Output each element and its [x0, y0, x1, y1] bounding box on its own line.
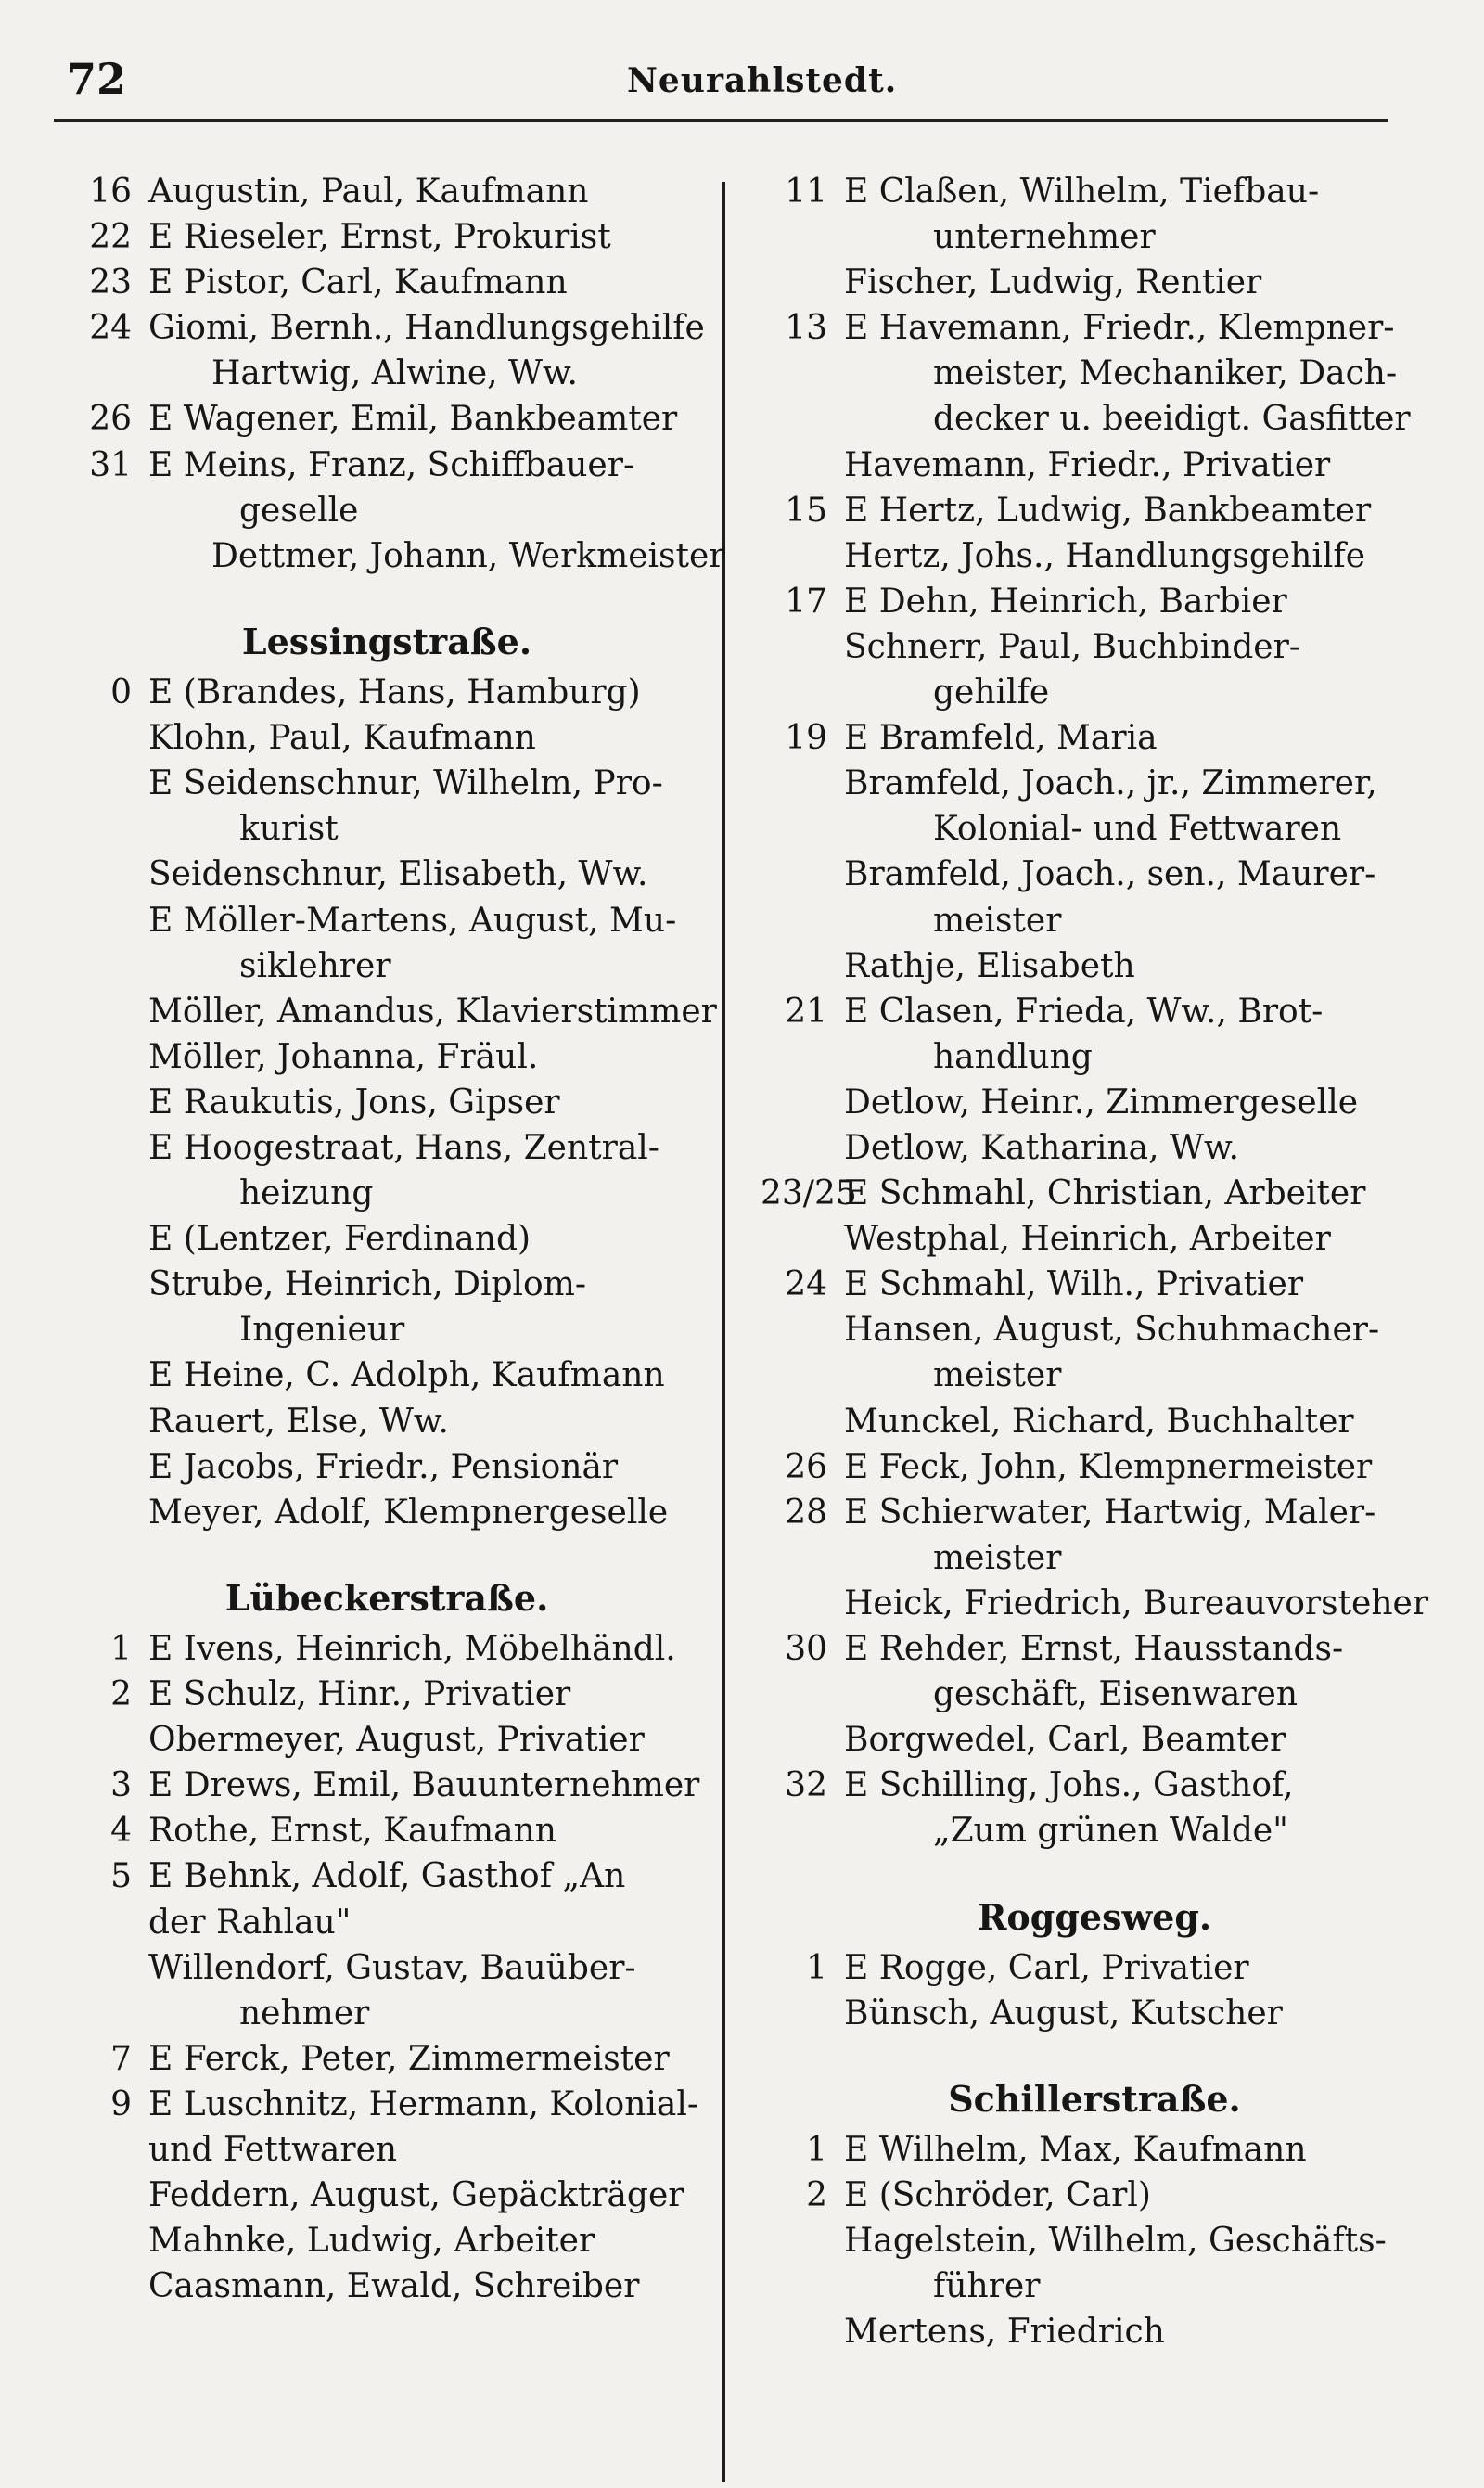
entry-text: Strube, Heinrich, Diplom-: [148, 1265, 587, 1304]
entry-text: Hertz, Johs., Handlungsgehilfe: [844, 536, 1366, 575]
entry-text: E (Lentzer, Ferdinand): [148, 1220, 531, 1259]
directory-entry: [67, 1216, 707, 1262]
entry-continuation: [67, 1171, 707, 1216]
entry-text: E Drews, Emil, Bauunternehmer: [148, 1766, 700, 1805]
entry-continuation: [761, 2264, 1428, 2309]
directory-entry: [761, 1717, 1428, 1763]
entry-text: E Schmahl, Christian, Arbeiter: [844, 1174, 1366, 1213]
entry-text: Seidenschnur, Elisabeth, Ww.: [148, 855, 648, 894]
entry-text: Mahnke, Ludwig, Arbeiter: [148, 2222, 595, 2261]
entry-text: E Clasen, Frieda, Ww., Brot-: [844, 992, 1324, 1031]
house-number: 26: [785, 1447, 827, 1486]
house-number: 17: [785, 582, 827, 621]
entry-text: E Bramfeld, Maria: [844, 719, 1158, 758]
entry-text: führer: [933, 2267, 1041, 2306]
entry-text: E Wilhelm, Max, Kaufmann: [844, 2131, 1307, 2170]
entry-text: Mertens, Friedrich: [844, 2313, 1165, 2352]
directory-entry: [67, 1626, 707, 1672]
house-number: 1: [806, 1948, 827, 1987]
directory-entry: [67, 351, 707, 396]
directory-entry: [67, 1900, 707, 1945]
house-number: 31: [89, 445, 132, 484]
directory-entry: [67, 1262, 707, 1307]
entry-text: siklehrer: [239, 946, 391, 985]
directory-entry: [761, 2127, 1428, 2173]
entry-text: E Möller-Martens, August, Mu-: [148, 901, 677, 940]
entry-text: E Wagener, Emil, Bankbeamter: [148, 400, 678, 439]
entry-text: Willendorf, Gustav, Bauüber-: [148, 1948, 636, 1987]
directory-entry: [67, 989, 717, 1034]
entry-text: Giomi, Bernh., Handlungsgehilfe: [148, 309, 705, 348]
directory-entry: [67, 305, 707, 351]
directory-entry: [761, 1581, 1428, 1626]
entry-text: meister: [933, 901, 1062, 940]
directory-entry: [761, 1991, 1428, 2036]
directory-entry: [761, 305, 1428, 351]
house-number: 13: [785, 309, 827, 348]
entry-text: Bünsch, August, Kutscher: [844, 1994, 1283, 2033]
left-column: [67, 169, 725, 2309]
entry-text: Obermeyer, August, Privatier: [148, 1721, 645, 1760]
entry-continuation: [761, 1672, 1428, 1717]
entry-text: Möller, Amandus, Klavierstimmer: [148, 992, 717, 1031]
entry-continuation: [761, 1353, 1428, 1398]
entry-text: Munckel, Richard, Buchhalter: [844, 1402, 1354, 1441]
directory-entry: [67, 715, 707, 761]
entry-text: E Meins, Franz, Schiffbauer-: [148, 445, 635, 484]
directory-entry: [67, 1444, 707, 1490]
directory-entry: [67, 1717, 707, 1763]
entry-text: Havemann, Friedr., Privatier: [844, 445, 1331, 484]
entry-text: E Rehder, Ernst, Hausstands-: [844, 1630, 1344, 1668]
directory-entry: [67, 2218, 707, 2264]
entry-text: Caasmann, Ewald, Schreiber: [148, 2267, 640, 2306]
directory-entry: [67, 1490, 707, 1535]
directory-entry: [67, 396, 707, 442]
entry-continuation: [761, 1808, 1428, 1853]
house-number: 0: [110, 673, 132, 712]
entry-text: E Ferck, Peter, Zimmermeister: [148, 2039, 670, 2078]
entry-text: gehilfe: [933, 673, 1050, 712]
directory-entry: [761, 1125, 1428, 1171]
entry-continuation: [67, 943, 707, 989]
directory-entry: [67, 260, 707, 305]
entry-text: E (Brandes, Hans, Hamburg): [148, 673, 641, 712]
street-heading: [761, 2036, 1428, 2127]
directory-entry: [761, 2173, 1428, 2218]
entry-text: Bramfeld, Joach., jr., Zimmerer,: [844, 764, 1377, 803]
house-number: 19: [785, 719, 827, 758]
entry-text: Klohn, Paul, Kaufmann: [148, 719, 536, 758]
entry-text: E Ivens, Heinrich, Möbelhändl.: [148, 1630, 676, 1668]
directory-entry: [67, 852, 707, 897]
entry-text: Hagelstein, Wilhelm, Geschäfts-: [844, 2222, 1387, 2261]
entry-text: E Rieseler, Ernst, Prokurist: [148, 218, 611, 257]
house-number: 11: [785, 173, 827, 211]
directory-entry: [761, 1216, 1428, 1262]
entry-text: E Hertz, Ludwig, Bankbeamter: [844, 491, 1372, 530]
directory-entry: [761, 1763, 1428, 1808]
directory-entry: [67, 2082, 707, 2127]
entry-text: geschäft, Eisenwaren: [933, 1675, 1298, 1714]
entry-text: handlung: [933, 1037, 1093, 1076]
directory-entry: [761, 2309, 1428, 2354]
directory-entry: [761, 1171, 1428, 1216]
house-number: 7: [110, 2039, 132, 2078]
entry-text: E Feck, John, Klempnermeister: [844, 1447, 1373, 1486]
directory-entry: [67, 1763, 707, 1808]
entry-text: meister: [933, 1356, 1062, 1395]
entry-continuation: [67, 806, 707, 852]
entry-text: Westphal, Heinrich, Arbeiter: [844, 1220, 1331, 1259]
entry-text: E Seidenschnur, Wilhelm, Pro-: [148, 764, 663, 803]
directory-entry: [67, 1353, 707, 1398]
directory-entry: [67, 533, 725, 579]
entry-text: der Rahlau": [148, 1903, 352, 1942]
street-heading-text: Schillerstraße.: [948, 2077, 1241, 2120]
entry-text: E Schulz, Hinr., Privatier: [148, 1675, 571, 1714]
directory-entry: [67, 1672, 707, 1717]
directory-entry: [67, 2036, 707, 2082]
entry-continuation: [761, 898, 1428, 943]
entry-text: Schnerr, Paul, Buchbinder-: [844, 627, 1300, 666]
entry-text: heizung: [239, 1174, 374, 1213]
directory-entry: [67, 442, 707, 488]
house-number: 2: [110, 1675, 132, 1714]
entry-text: Bramfeld, Joach., sen., Maurer-: [844, 855, 1376, 894]
entry-text: meister, Mechaniker, Dach-: [933, 354, 1398, 393]
directory-entry: [67, 214, 707, 260]
entry-text: E Claßen, Wilhelm, Tiefbau-: [844, 173, 1320, 211]
house-number: 15: [785, 491, 827, 530]
entry-text: E Behnk, Adolf, Gasthof „An: [148, 1857, 626, 1896]
page-number: 72: [67, 54, 127, 104]
directory-entry: [761, 989, 1428, 1034]
entry-text: Dettmer, Johann, Werkmeister: [211, 536, 725, 575]
directory-entry: [761, 260, 1428, 305]
entry-text: Feddern, August, Gepäckträger: [148, 2176, 684, 2215]
entry-text: „Zum grünen Walde": [933, 1812, 1288, 1851]
entry-text: Fischer, Ludwig, Rentier: [844, 263, 1262, 302]
directory-entry: [761, 852, 1428, 897]
house-number: 22: [89, 218, 132, 257]
entry-text: E Raukutis, Jons, Gipser: [148, 1083, 560, 1122]
house-number: 9: [110, 2084, 132, 2123]
entry-text: E Schilling, Johs., Gasthof,: [844, 1766, 1294, 1805]
entry-text: Rathje, Elisabeth: [844, 946, 1135, 985]
entry-text: Rauert, Else, Ww.: [148, 1402, 449, 1441]
header-rule: [54, 119, 1388, 122]
directory-entry: [67, 1399, 707, 1444]
entry-text: Detlow, Katharina, Ww.: [844, 1128, 1239, 1167]
directory-entry: [67, 761, 707, 806]
entry-text: nehmer: [239, 1994, 370, 2033]
directory-entry: [761, 1444, 1428, 1490]
directory-entry: [761, 1262, 1428, 1307]
house-number: 4: [110, 1812, 132, 1851]
directory-entry: [761, 488, 1428, 533]
street-heading: [67, 579, 707, 670]
directory-entry: [67, 1125, 707, 1171]
entry-text: E Rogge, Carl, Privatier: [844, 1948, 1249, 1987]
directory-entry: [761, 2218, 1428, 2264]
entry-text: Ingenieur: [239, 1311, 405, 1350]
entry-continuation: [761, 1535, 1428, 1581]
house-number: 30: [785, 1630, 827, 1668]
house-number: 21: [785, 992, 827, 1031]
directory-entry: [761, 533, 1428, 579]
entry-text: Heick, Friedrich, Bureauvorsteher: [844, 1584, 1429, 1622]
directory-entry: [67, 2173, 707, 2218]
entry-continuation: [761, 214, 1428, 260]
directory-entry: [67, 1945, 707, 1991]
house-number: 32: [785, 1766, 827, 1805]
entry-text: Borgwedel, Carl, Beamter: [844, 1721, 1286, 1760]
directory-entry: [761, 1307, 1428, 1353]
street-heading-text: Roggesweg.: [977, 1895, 1212, 1938]
directory-entry: [761, 1626, 1428, 1672]
house-number: 24: [785, 1265, 827, 1304]
house-number: 1: [806, 2131, 827, 2170]
entry-text: E Havemann, Friedr., Klempner-: [844, 309, 1395, 348]
directory-entry: [67, 898, 707, 943]
entry-text: E (Schröder, Carl): [844, 2176, 1151, 2215]
directory-entry: [761, 169, 1428, 214]
entry-text: E Schmahl, Wilh., Privatier: [844, 1265, 1304, 1304]
street-heading: [761, 1853, 1428, 1944]
house-number: 5: [110, 1857, 132, 1896]
house-number: 24: [89, 309, 132, 348]
right-column: [761, 169, 1428, 2355]
house-number: 26: [89, 400, 132, 439]
entry-continuation: [67, 1991, 707, 2036]
entry-text: Augustin, Paul, Kaufmann: [148, 173, 589, 211]
entry-text: E Pistor, Carl, Kaufmann: [148, 263, 568, 302]
entry-text: Hartwig, Alwine, Ww.: [211, 354, 578, 393]
entry-continuation: [761, 1034, 1428, 1080]
column-divider: [722, 182, 725, 2482]
house-number: 28: [785, 1493, 827, 1532]
entry-text: Meyer, Adolf, Klempnergeselle: [148, 1493, 669, 1532]
entry-text: decker u. beeidigt. Gasfitter: [933, 400, 1411, 439]
directory-entry: [67, 2264, 707, 2309]
house-number: 2: [806, 2176, 827, 2215]
entry-continuation: [761, 806, 1428, 852]
directory-entry: [761, 1399, 1428, 1444]
entry-text: Möller, Johanna, Fräul.: [148, 1037, 539, 1076]
street-heading: [67, 1535, 707, 1626]
house-number: 3: [110, 1766, 132, 1805]
directory-entry: [67, 1808, 707, 1853]
directory-entry: [67, 1080, 707, 1125]
entry-continuation: [761, 351, 1428, 396]
entry-text: Rothe, Ernst, Kaufmann: [148, 1812, 556, 1851]
street-heading-text: Lessingstraße.: [241, 620, 532, 662]
house-number: 23: [89, 263, 132, 302]
directory-entry: [67, 1034, 707, 1080]
entry-text: E Schierwater, Hartwig, Maler-: [844, 1493, 1376, 1532]
entry-text: E Luschnitz, Hermann, Kolonial-: [148, 2084, 699, 2123]
directory-entry: [761, 1080, 1428, 1125]
directory-entry: [761, 624, 1428, 670]
directory-entry: [761, 1490, 1428, 1535]
directory-entry: [761, 442, 1428, 488]
entry-text: E Hoogestraat, Hans, Zentral-: [148, 1128, 659, 1167]
directory-entry: [761, 715, 1428, 761]
directory-entry: [67, 1853, 707, 1899]
street-heading-text: Lübeckerstraße.: [224, 1576, 549, 1619]
entry-text: Kolonial- und Fettwaren: [933, 810, 1342, 849]
directory-entry: [761, 761, 1428, 806]
directory-entry: [761, 579, 1428, 624]
running-title: Neurahlstedt.: [627, 61, 898, 100]
directory-entry: [67, 2127, 707, 2173]
house-number: 23/25: [761, 1174, 857, 1213]
house-number: 16: [89, 173, 132, 211]
entry-continuation: [761, 396, 1428, 442]
entry-text: kurist: [239, 810, 339, 849]
house-number: 1: [110, 1630, 132, 1668]
entry-text: unternehmer: [933, 218, 1156, 257]
entry-text: Detlow, Heinr., Zimmergeselle: [844, 1083, 1359, 1122]
entry-continuation: [67, 1307, 707, 1353]
entry-text: E Dehn, Heinrich, Barbier: [844, 582, 1287, 621]
directory-entry: [761, 943, 1428, 989]
entry-text: geselle: [239, 491, 359, 530]
entry-text: E Jacobs, Friedr., Pensionär: [148, 1447, 619, 1486]
directory-entry: [67, 670, 707, 715]
entry-text: meister: [933, 1538, 1062, 1577]
entry-continuation: [761, 670, 1428, 715]
entry-text: E Heine, C. Adolph, Kaufmann: [148, 1356, 665, 1395]
entry-text: Hansen, August, Schuhmacher-: [844, 1311, 1380, 1350]
directory-entry: [761, 1945, 1428, 1991]
entry-continuation: [67, 488, 707, 533]
entry-text: und Fettwaren: [148, 2131, 398, 2170]
directory-entry: [67, 169, 707, 214]
